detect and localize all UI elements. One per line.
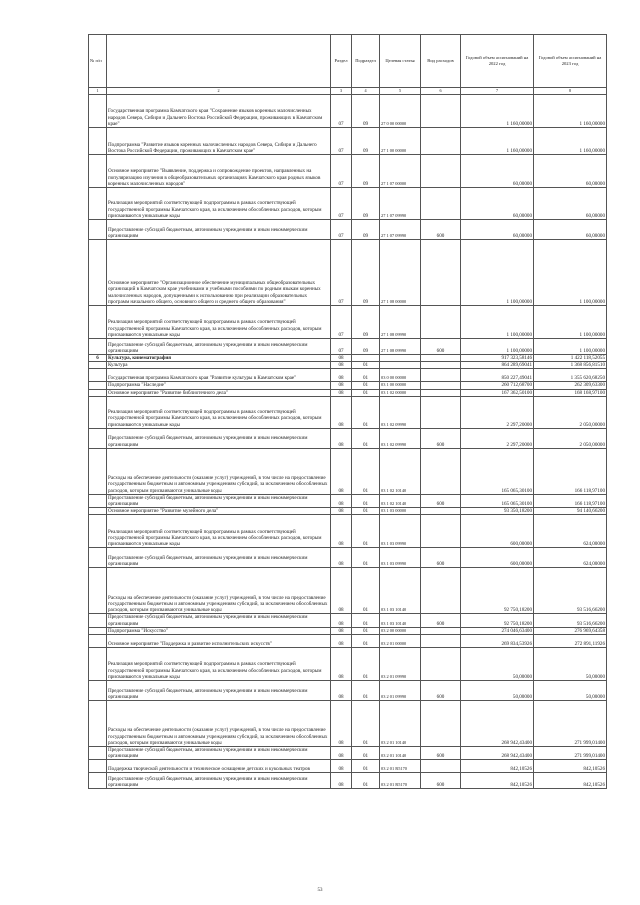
cell-podrazdel: 01	[352, 396, 380, 428]
cell-num	[89, 508, 107, 515]
cell-target-article: 03 1 03 10140	[380, 614, 421, 627]
cell-num	[89, 681, 107, 701]
cell-amount-2022: 1 100,00000	[461, 339, 534, 355]
cell-target-article: 03 2 01 09990	[380, 681, 421, 701]
cell-name: Предоставление субсидий бюджетным, автономным учреждениям и иным некоммерческим организациям	[107, 747, 331, 760]
cell-amount-2023: 50,00000	[534, 681, 607, 701]
cell-name: Государственная программа Камчатского края "Развитие культуры в Камчатском крае"	[107, 369, 331, 382]
cell-podrazdel: 09	[352, 306, 380, 339]
table-body	[89, 95, 607, 789]
cell-name: Предоставление субсидий бюджетным, автономным учреждениям и иным некоммерческим организациям	[107, 681, 331, 701]
cell-expense-type	[421, 155, 461, 188]
cell-razdel: 07	[331, 306, 352, 339]
cell-expense-type: 600	[421, 681, 461, 701]
cell-num	[89, 396, 107, 428]
cell-podrazdel: 01	[352, 614, 380, 627]
cell-podrazdel: 01	[352, 747, 380, 760]
cell-amount-2023: 276 969,64358	[534, 627, 607, 634]
cell-podrazdel: 09	[352, 128, 380, 155]
cell-podrazdel: 01	[352, 494, 380, 507]
cell-name: Предоставление субсидий бюджетным, автономным учреждениям и иным некоммерческим организациям	[107, 494, 331, 507]
cell-name: Реализация мероприятий соответствующей подпрограммы в рамках соответствующей государственной программы Камчатского края, за исключением обособленных расходов, которым присваиваются уникальные коды	[107, 648, 331, 681]
cell-target-article: 27 1 08 09990	[380, 339, 421, 355]
cell-amount-2023: 1 160,00000	[534, 95, 607, 128]
cell-expense-type	[421, 396, 461, 428]
cell-expense-type	[421, 95, 461, 128]
table-row	[89, 515, 607, 548]
cell-name: Подпрограмма "Наследие"	[107, 382, 331, 389]
col-number: 1	[89, 88, 107, 95]
col-number: 2	[107, 88, 331, 95]
cell-expense-type: 600	[421, 220, 461, 240]
cell-amount-2022: 2 297,20000	[461, 396, 534, 428]
cell-razdel: 08	[331, 548, 352, 568]
cell-razdel: 08	[331, 701, 352, 747]
cell-num	[89, 635, 107, 648]
cell-razdel: 07	[331, 155, 352, 188]
cell-expense-type	[421, 389, 461, 396]
cell-target-article: 03 1 02 10140	[380, 448, 421, 494]
cell-name: Реализация мероприятий соответствующей подпрограммы в рамках соответствующей государственной программы Камчатского края, за исключением обособленных расходов, которым присваиваются уникальные коды	[107, 306, 331, 339]
table-row	[89, 448, 607, 494]
cell-name: Основное мероприятие "Развитие библиотечного дела"	[107, 389, 331, 396]
cell-target-article: 03 1 02 10140	[380, 494, 421, 507]
cell-razdel: 08	[331, 760, 352, 773]
cell-razdel: 08	[331, 362, 352, 369]
cell-amount-2023: 1 100,00000	[534, 339, 607, 355]
cell-name: Подпрограмма "Развитие языков коренных малочисленных народов Севера, Сибири и Дальнего Востока Российской Федерации, проживающих в Камчатском крае"	[107, 128, 331, 155]
cell-amount-2022: 842,10526	[461, 760, 534, 773]
cell-amount-2023: 1 368 856,81510	[534, 362, 607, 369]
cell-expense-type	[421, 369, 461, 382]
cell-razdel: 08	[331, 355, 352, 362]
cell-razdel: 08	[331, 494, 352, 507]
cell-num	[89, 773, 107, 789]
cell-podrazdel: 09	[352, 240, 380, 306]
cell-razdel: 08	[331, 681, 352, 701]
cell-expense-type	[421, 306, 461, 339]
cell-amount-2023: 60,00000	[534, 155, 607, 188]
cell-amount-2022: 269 834,53926	[461, 635, 534, 648]
cell-target-article: 03 2 01 00000	[380, 635, 421, 648]
table-row	[89, 95, 607, 128]
cell-amount-2022: 60,00000	[461, 220, 534, 240]
cell-amount-2022: 93 350,18200	[461, 508, 534, 515]
cell-name: Предоставление субсидий бюджетным, автономным учреждениям и иным некоммерческим организациям	[107, 428, 331, 448]
cell-num	[89, 188, 107, 220]
cell-amount-2023: 1 100,00000	[534, 240, 607, 306]
col-header-podrazdel: Подраздел	[352, 35, 380, 88]
cell-target-article: 27 1 07 09990	[380, 220, 421, 240]
cell-podrazdel: 01	[352, 635, 380, 648]
cell-target-article: 27 1 00 00000	[380, 128, 421, 155]
cell-amount-2023: 1 422 118,52055	[534, 355, 607, 362]
table-row	[89, 648, 607, 681]
cell-amount-2022: 842,10526	[461, 773, 534, 789]
cell-razdel: 08	[331, 614, 352, 627]
cell-target-article: 27 1 07 09990	[380, 188, 421, 220]
cell-razdel: 08	[331, 773, 352, 789]
cell-podrazdel: 01	[352, 773, 380, 789]
cell-amount-2023: 271 999,01400	[534, 701, 607, 747]
cell-podrazdel: 01	[352, 548, 380, 568]
cell-expense-type	[421, 362, 461, 369]
col-header-num: № п/п	[89, 35, 107, 88]
cell-num	[89, 128, 107, 155]
cell-num	[89, 428, 107, 448]
cell-expense-type	[421, 508, 461, 515]
col-number: 8	[534, 88, 607, 95]
cell-podrazdel: 01	[352, 428, 380, 448]
cell-expense-type: 600	[421, 428, 461, 448]
cell-razdel: 08	[331, 428, 352, 448]
cell-target-article: 27 1 08 00000	[380, 240, 421, 306]
cell-name: Культура, кинематография	[107, 355, 331, 362]
cell-amount-2023: 93 516,66200	[534, 568, 607, 614]
cell-target-article: 27 1 07 00000	[380, 155, 421, 188]
table-row	[89, 627, 607, 634]
cell-target-article: 03 1 02 00000	[380, 389, 421, 396]
cell-num	[89, 389, 107, 396]
cell-amount-2022: 92 750,18200	[461, 568, 534, 614]
col-number: 3	[331, 88, 352, 95]
table-row	[89, 339, 607, 355]
cell-razdel: 08	[331, 648, 352, 681]
cell-razdel: 08	[331, 369, 352, 382]
cell-podrazdel: 01	[352, 681, 380, 701]
cell-expense-type	[421, 515, 461, 548]
cell-amount-2023: 1 355 620,68250	[534, 369, 607, 382]
cell-razdel: 07	[331, 220, 352, 240]
cell-expense-type: 600	[421, 773, 461, 789]
cell-num	[89, 306, 107, 339]
cell-num	[89, 240, 107, 306]
cell-expense-type	[421, 701, 461, 747]
cell-amount-2022: 864 289,69041	[461, 362, 534, 369]
cell-razdel: 07	[331, 188, 352, 220]
cell-num	[89, 614, 107, 627]
cell-podrazdel: 01	[352, 448, 380, 494]
cell-target-article: 03 2 01 R5170	[380, 760, 421, 773]
table-row	[89, 508, 607, 515]
cell-amount-2023: 2 050,00000	[534, 396, 607, 428]
cell-podrazdel: 01	[352, 369, 380, 382]
cell-expense-type	[421, 448, 461, 494]
table-row	[89, 635, 607, 648]
cell-expense-type	[421, 240, 461, 306]
cell-razdel: 08	[331, 389, 352, 396]
cell-amount-2023: 2 050,00000	[534, 428, 607, 448]
cell-razdel: 08	[331, 508, 352, 515]
page-number: 53	[317, 888, 323, 893]
cell-amount-2023: 1 100,00000	[534, 306, 607, 339]
cell-target-article: 03 2 00 00000	[380, 627, 421, 634]
table-row	[89, 369, 607, 382]
cell-amount-2023: 272 891,11926	[534, 635, 607, 648]
table-row	[89, 306, 607, 339]
cell-amount-2023: 624,00000	[534, 548, 607, 568]
header-row	[89, 35, 607, 88]
cell-expense-type: 600	[421, 339, 461, 355]
cell-podrazdel: 01	[352, 648, 380, 681]
cell-razdel: 08	[331, 448, 352, 494]
cell-target-article: 27 1 08 09990	[380, 306, 421, 339]
cell-podrazdel: 01	[352, 627, 380, 634]
cell-razdel: 07	[331, 95, 352, 128]
cell-expense-type	[421, 355, 461, 362]
cell-expense-type: 600	[421, 614, 461, 627]
cell-num	[89, 339, 107, 355]
cell-target-article: 03 2 01 10140	[380, 747, 421, 760]
cell-razdel: 08	[331, 515, 352, 548]
cell-name: Реализация мероприятий соответствующей подпрограммы в рамках соответствующей государственной программы Камчатского края, за исключением обособленных расходов, которым присваиваются уникальные коды	[107, 515, 331, 548]
cell-expense-type	[421, 382, 461, 389]
table-row	[89, 240, 607, 306]
cell-num	[89, 760, 107, 773]
cell-amount-2022: 92 750,18200	[461, 614, 534, 627]
cell-amount-2022: 260 712,68700	[461, 382, 534, 389]
cell-num	[89, 627, 107, 634]
cell-amount-2023: 168 168,97100	[534, 389, 607, 396]
cell-num	[89, 515, 107, 548]
table-row	[89, 128, 607, 155]
cell-amount-2022: 50,00000	[461, 681, 534, 701]
col-number: 6	[421, 88, 461, 95]
budget-table	[88, 34, 607, 789]
cell-podrazdel: 01	[352, 389, 380, 396]
cell-podrazdel: 01	[352, 701, 380, 747]
cell-razdel: 07	[331, 240, 352, 306]
cell-podrazdel: 01	[352, 382, 380, 389]
cell-expense-type	[421, 760, 461, 773]
cell-target-article	[380, 355, 421, 362]
cell-amount-2023: 1 160,00000	[534, 128, 607, 155]
cell-target-article	[380, 362, 421, 369]
col-header-vr: Вид расходов	[421, 35, 461, 88]
cell-amount-2022: 600,00000	[461, 548, 534, 568]
cell-expense-type	[421, 188, 461, 220]
cell-amount-2023: 842,10526	[534, 773, 607, 789]
cell-name: Культура	[107, 362, 331, 369]
table-row	[89, 389, 607, 396]
cell-amount-2023: 93 516,66200	[534, 614, 607, 627]
table-row	[89, 494, 607, 507]
cell-num	[89, 369, 107, 382]
cell-podrazdel: 01	[352, 568, 380, 614]
table-row	[89, 568, 607, 614]
cell-podrazdel: 09	[352, 220, 380, 240]
cell-amount-2022: 268 942,43400	[461, 701, 534, 747]
cell-amount-2022: 60,00000	[461, 188, 534, 220]
table-row	[89, 701, 607, 747]
table-row	[89, 396, 607, 428]
cell-amount-2023: 50,00000	[534, 648, 607, 681]
cell-amount-2023: 262 309,63300	[534, 382, 607, 389]
cell-num	[89, 448, 107, 494]
cell-expense-type	[421, 128, 461, 155]
table-row	[89, 428, 607, 448]
cell-target-article: 03 1 03 00000	[380, 508, 421, 515]
table-row	[89, 188, 607, 220]
table-row	[89, 760, 607, 773]
cell-name: Подпрограмма "Искусство"	[107, 627, 331, 634]
cell-amount-2023: 624,00000	[534, 515, 607, 548]
cell-name: Основное мероприятие "Развитие музейного дела"	[107, 508, 331, 515]
table-row	[89, 614, 607, 627]
table-row	[89, 681, 607, 701]
cell-name: Реализация мероприятий соответствующей подпрограммы в рамках соответствующей государственной программы Камчатского края, за исключением обособленных расходов, которым присваиваются уникальные коды	[107, 188, 331, 220]
cell-podrazdel: 01	[352, 362, 380, 369]
cell-num: 6	[89, 355, 107, 362]
cell-num	[89, 747, 107, 760]
cell-num	[89, 155, 107, 188]
cell-name: Расходы на обеспечение деятельности (оказание услуг) учреждений, в том числе на предоставление государственным бюджетным и автономным учреждениям субсидий, за исключением обособленных расходов, которым присваиваются уникальные коды	[107, 448, 331, 494]
cell-amount-2022: 850 227,49041	[461, 369, 534, 382]
cell-amount-2022: 165 065,30100	[461, 494, 534, 507]
cell-num	[89, 548, 107, 568]
cell-amount-2022: 167 362,50100	[461, 389, 534, 396]
cell-amount-2022: 2 297,20000	[461, 428, 534, 448]
cell-expense-type	[421, 635, 461, 648]
cell-razdel: 08	[331, 396, 352, 428]
cell-expense-type	[421, 568, 461, 614]
cell-amount-2022: 274 046,63400	[461, 627, 534, 634]
cell-name: Поддержка творческой деятельности и техническое оснащение детских и кукольных театров	[107, 760, 331, 773]
table-row	[89, 362, 607, 369]
cell-podrazdel: 09	[352, 95, 380, 128]
col-header-razdel: Раздел	[331, 35, 352, 88]
cell-name: Предоставление субсидий бюджетным, автономным учреждениям и иным некоммерческим организациям	[107, 339, 331, 355]
cell-expense-type: 600	[421, 494, 461, 507]
cell-amount-2022: 1 100,00000	[461, 306, 534, 339]
cell-target-article: 03 1 03 10140	[380, 568, 421, 614]
cell-name: Основное мероприятие "Поддержка и развитие исполнительских искусств"	[107, 635, 331, 648]
cell-podrazdel: 01	[352, 508, 380, 515]
cell-amount-2022: 50,00000	[461, 648, 534, 681]
cell-num	[89, 701, 107, 747]
cell-razdel: 08	[331, 747, 352, 760]
col-header-cs: Целевая статья	[380, 35, 421, 88]
cell-razdel: 08	[331, 568, 352, 614]
col-number: 4	[352, 88, 380, 95]
cell-num	[89, 362, 107, 369]
cell-target-article: 03 1 02 09990	[380, 396, 421, 428]
cell-target-article: 03 0 00 00000	[380, 369, 421, 382]
cell-num	[89, 220, 107, 240]
cell-razdel: 08	[331, 627, 352, 634]
cell-razdel: 07	[331, 128, 352, 155]
cell-expense-type: 600	[421, 747, 461, 760]
cell-expense-type: 600	[421, 548, 461, 568]
cell-amount-2022: 600,00000	[461, 515, 534, 548]
cell-target-article: 03 2 01 10140	[380, 701, 421, 747]
table-row	[89, 155, 607, 188]
cell-name: Предоставление субсидий бюджетным, автономным учреждениям и иным некоммерческим организациям	[107, 614, 331, 627]
cell-name: Предоставление субсидий бюджетным, автономным учреждениям и иным некоммерческим организациям	[107, 773, 331, 789]
cell-podrazdel	[352, 355, 380, 362]
table-row	[89, 548, 607, 568]
cell-target-article: 03 1 02 09990	[380, 428, 421, 448]
table-row	[89, 355, 607, 362]
cell-amount-2022: 165 065,30100	[461, 448, 534, 494]
cell-target-article: 03 2 01 09990	[380, 648, 421, 681]
cell-amount-2023: 94 140,66200	[534, 508, 607, 515]
cell-num	[89, 648, 107, 681]
cell-target-article: 03 1 00 00000	[380, 382, 421, 389]
col-header-2022: Годовой объем ассигнований на 2022 год	[461, 35, 534, 88]
budget-table-page	[88, 34, 606, 789]
cell-target-article: 03 2 01 R5170	[380, 773, 421, 789]
cell-amount-2023: 166 118,97100	[534, 448, 607, 494]
cell-amount-2022: 268 942,43400	[461, 747, 534, 760]
cell-amount-2023: 842,10526	[534, 760, 607, 773]
cell-podrazdel: 09	[352, 339, 380, 355]
cell-target-article: 03 1 03 09990	[380, 515, 421, 548]
cell-razdel: 08	[331, 382, 352, 389]
cell-num	[89, 494, 107, 507]
cell-amount-2023: 60,00000	[534, 188, 607, 220]
table-row	[89, 747, 607, 760]
header-numbers-row	[89, 88, 607, 95]
cell-amount-2023: 166 118,97100	[534, 494, 607, 507]
cell-name: Предоставление субсидий бюджетным, автономным учреждениям и иным некоммерческим организациям	[107, 548, 331, 568]
col-header-name: Наименование	[107, 35, 331, 88]
col-header-2023: Годовой объем ассигнований на 2023 год	[534, 35, 607, 88]
cell-expense-type	[421, 627, 461, 634]
cell-name: Основное мероприятие "Выявление, поддержка и сопровождение проектов, направленных на популяризацию изучения в общеобразовательных организациях Камчатского края родных языков коренных малочисленных народов"	[107, 155, 331, 188]
table-row	[89, 220, 607, 240]
col-number: 7	[461, 88, 534, 95]
cell-amount-2022: 917 323,58146	[461, 355, 534, 362]
table-row	[89, 382, 607, 389]
cell-name: Предоставление субсидий бюджетным, автономным учреждениям и иным некоммерческим организациям	[107, 220, 331, 240]
cell-name: Основное мероприятие "Организационное обеспечение муниципальных общеобразовательных организаций в Камчатском крае учебниками и учебными пособиями по родным языкам коренных малочисленных народов, допущенными к использованию при реализации образовательных программ начального общего, основного общего и среднего общего образования"	[107, 240, 331, 306]
cell-podrazdel: 01	[352, 760, 380, 773]
cell-target-article: 03 1 03 09990	[380, 548, 421, 568]
cell-amount-2023: 271 999,01400	[534, 747, 607, 760]
cell-name: Государственная программа Камчатского края "Сохранение языков коренных малочисленных народов Севера, Сибири и Дальнего Востока Российской Федерации, проживающих в Камчатском крае"	[107, 95, 331, 128]
cell-num	[89, 382, 107, 389]
col-number: 5	[380, 88, 421, 95]
cell-name: Расходы на обеспечение деятельности (оказание услуг) учреждений, в том числе на предоставление государственным бюджетным и автономным учреждениям субсидий, за исключением обособленных расходов, которым присваиваются уникальные коды	[107, 568, 331, 614]
cell-num	[89, 568, 107, 614]
cell-razdel: 08	[331, 635, 352, 648]
cell-razdel: 07	[331, 339, 352, 355]
cell-podrazdel: 09	[352, 188, 380, 220]
table-row	[89, 773, 607, 789]
cell-amount-2023: 60,00000	[534, 220, 607, 240]
cell-name: Реализация мероприятий соответствующей подпрограммы в рамках соответствующей государственной программы Камчатского края, за исключением обособленных расходов, которым присваиваются уникальные коды	[107, 396, 331, 428]
cell-amount-2022: 60,00000	[461, 155, 534, 188]
cell-podrazdel: 01	[352, 515, 380, 548]
cell-amount-2022: 1 160,00000	[461, 95, 534, 128]
cell-target-article: 27 0 00 00000	[380, 95, 421, 128]
cell-expense-type	[421, 648, 461, 681]
cell-num	[89, 95, 107, 128]
cell-name: Расходы на обеспечение деятельности (оказание услуг) учреждений, в том числе на предоставление государственным бюджетным и автономным учреждениям субсидий, за исключением обособленных расходов, которым присваиваются уникальные коды	[107, 701, 331, 747]
cell-amount-2022: 1 160,00000	[461, 128, 534, 155]
cell-amount-2022: 1 100,00000	[461, 240, 534, 306]
cell-podrazdel: 09	[352, 155, 380, 188]
